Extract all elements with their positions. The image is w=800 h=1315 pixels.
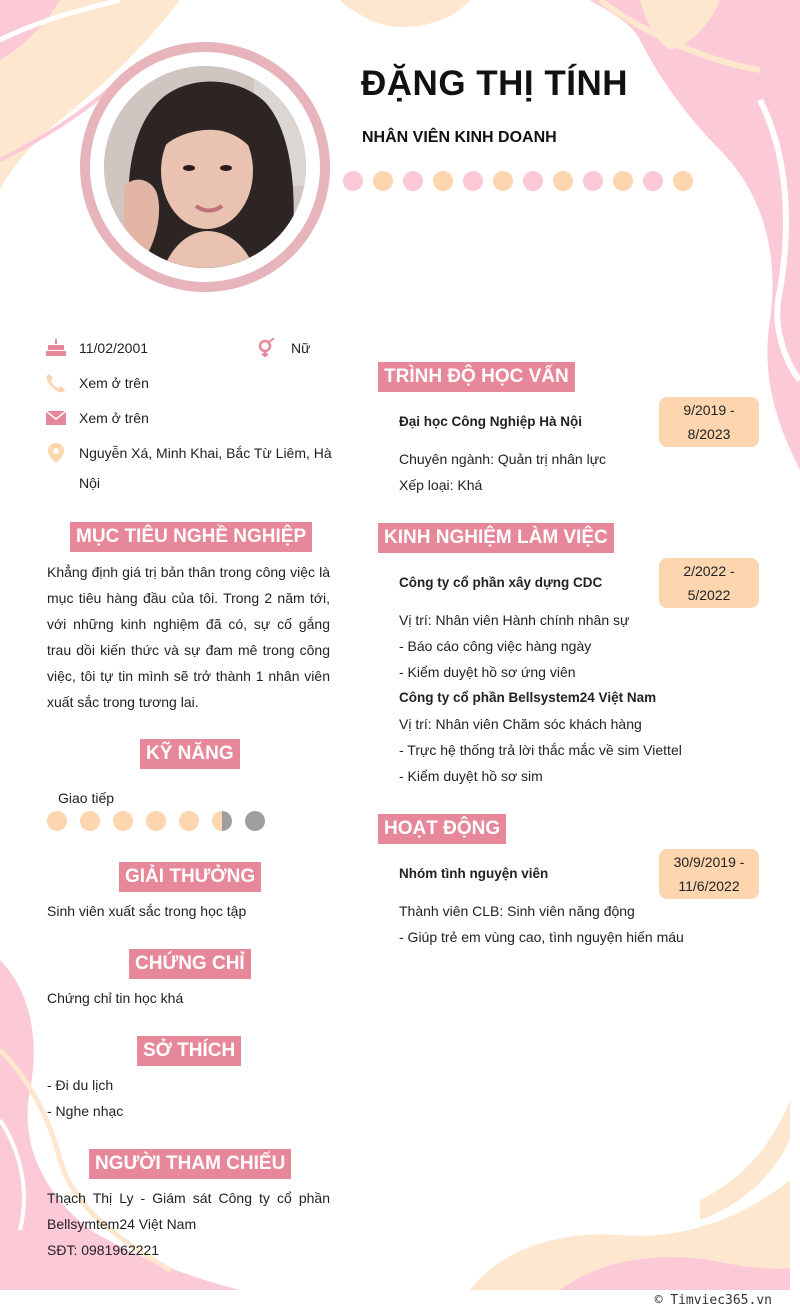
activity-org: Nhóm tình nguyện viên xyxy=(399,866,549,881)
activity-desc: - Giúp trẻ em vùng cao, tình nguyện hiến máu xyxy=(399,929,684,945)
avatar xyxy=(104,66,306,268)
activities-date: 30/9/2019 - 11/6/2022 xyxy=(659,849,759,899)
contact-dob: 11/02/2001 xyxy=(46,338,148,363)
reference-text: Thạch Thị Ly - Giám sát Công ty cổ phần Bellsymtem24 Việt Nam xyxy=(47,1190,330,1232)
hobby-item: - Đi du lịch xyxy=(47,1077,114,1093)
references-heading: NGƯỜI THAM CHIẾU xyxy=(89,1149,291,1179)
education-major: Chuyên ngành: Quản trị nhân lực xyxy=(399,451,607,467)
skill-name: Giao tiếp xyxy=(58,790,115,806)
school-name: Đại học Công Nghiệp Hà Nội xyxy=(399,414,583,429)
envelope-icon xyxy=(46,408,66,428)
skill-dot xyxy=(113,811,133,831)
hobbies-heading: SỞ THÍCH xyxy=(137,1036,241,1066)
job-task: - Kiểm duyệt hồ sơ sim xyxy=(399,768,543,784)
job-role: Vị trí: Nhân viên Hành chính nhân sự xyxy=(399,612,630,628)
candidate-name: ĐẶNG THỊ TÍNH xyxy=(361,64,629,103)
activities-heading: HOẠT ĐỘNG xyxy=(378,814,506,844)
objective-heading: MỤC TIÊU NGHỀ NGHIỆP xyxy=(70,522,312,552)
skills-heading: KỸ NĂNG xyxy=(140,739,240,769)
contact-address: Nguyễn Xá, Minh Khai, Bắc Từ Liêm, Hà Nội xyxy=(46,443,336,498)
decorative-dots xyxy=(343,171,693,191)
reference-phone: SĐT: 0981962221 xyxy=(47,1242,160,1258)
experience-heading: KINH NGHIỆM LÀM VIỆC xyxy=(378,523,614,553)
objective-text: Khẳng định giá trị bản thân trong công việc là mục tiêu hàng đầu của tôi. Trong 2 năm tới, với những kinh nghiệm đã có, sự cố gắng trau dồi kiến thức và sự đam mê trong công việc, tôi tự tin mình sẽ trở thành 1 nhân viên xuất sắc trong tương lai. xyxy=(47,564,330,710)
education-rank: Xếp loại: Khá xyxy=(399,477,483,493)
company-name: Công ty cổ phần xây dựng CDC xyxy=(399,575,603,590)
skill-dot xyxy=(80,811,100,831)
avatar-frame xyxy=(80,42,330,292)
awards-text: Sinh viên xuất sắc trong học tập xyxy=(47,903,247,919)
job-title: NHÂN VIÊN KINH DOANH xyxy=(362,129,557,146)
activity-role: Thành viên CLB: Sinh viên năng động xyxy=(399,903,635,919)
job-task: - Báo cáo công việc hàng ngày xyxy=(399,638,592,654)
experience-date: 2/2022 - 5/2022 xyxy=(659,558,759,608)
job-task: - Kiểm duyệt hồ sơ ứng viên xyxy=(399,664,576,680)
cake-icon xyxy=(46,338,66,358)
gender-icon xyxy=(256,338,276,358)
certificates-heading: CHỨNG CHỈ xyxy=(129,949,251,979)
skill-dot xyxy=(47,811,67,831)
hobby-item: - Nghe nhạc xyxy=(47,1103,124,1119)
footer-watermark: © Timviec365.vn xyxy=(654,1293,772,1308)
job-role: Vị trí: Nhân viên Chăm sóc khách hàng xyxy=(399,716,642,732)
certificates-text: Chứng chỉ tin học khá xyxy=(47,990,184,1006)
skill-dot xyxy=(146,811,166,831)
skill-dot xyxy=(179,811,199,831)
education-date: 9/2019 - 8/2023 xyxy=(659,397,759,447)
company-name: Công ty cổ phần Bellsystem24 Việt Nam xyxy=(399,690,657,705)
phone-icon xyxy=(46,373,66,393)
skill-dot-half xyxy=(212,811,232,831)
education-heading: TRÌNH ĐỘ HỌC VẤN xyxy=(378,362,575,392)
awards-heading: GIẢI THƯỞNG xyxy=(119,862,261,892)
contact-gender: Nữ xyxy=(256,338,310,363)
skill-level-dots xyxy=(47,811,265,831)
job-task: - Trực hệ thống trả lời thắc mắc về sim Viettel xyxy=(399,742,682,758)
contact-phone: Xem ở trên xyxy=(46,373,149,398)
contact-email: Xem ở trên xyxy=(46,408,149,433)
skill-dot-empty xyxy=(245,811,265,831)
location-pin-icon xyxy=(46,443,66,463)
